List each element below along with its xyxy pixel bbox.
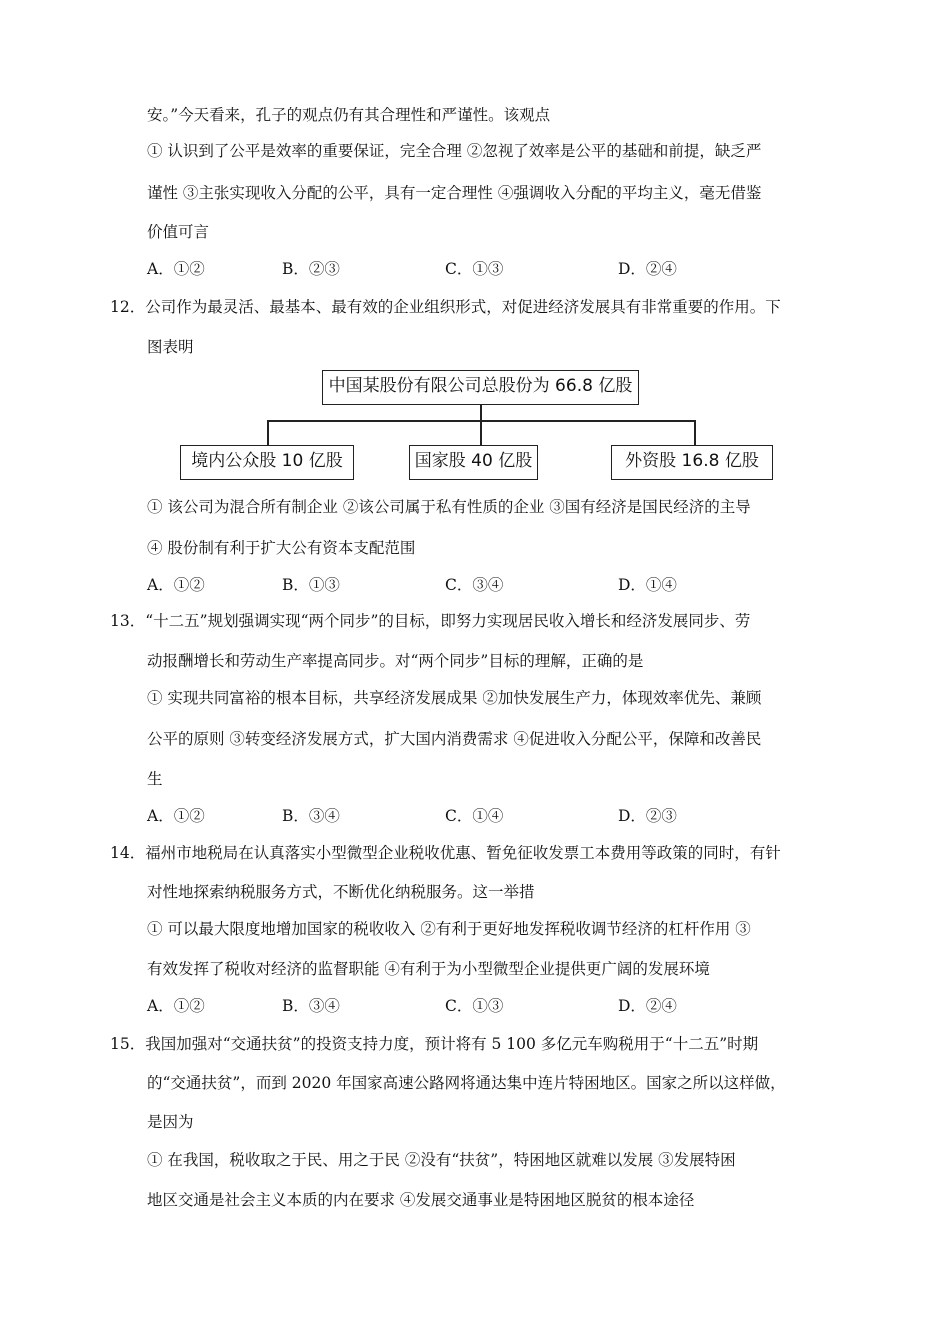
q15-stem: 是因为 (147, 1113, 194, 1131)
diagram-domestic-public-shares-box: 境内公众股 10 亿股 (180, 445, 354, 480)
q13-statement: 生 (147, 770, 163, 788)
q14-option-d: D．②④ (618, 997, 677, 1015)
q13-option-d: D．②③ (618, 807, 677, 825)
q13-option-c: C．①④ (445, 807, 504, 825)
q12-option-d: D．①④ (618, 576, 677, 594)
q15-stem: 15．我国加强对“交通扶贫”的投资支持力度，预计将有 5 100 多亿元车购税用于“十二五”时期 (110, 1035, 759, 1053)
q14-stem: 14．福州市地税局在认真落实小型微型企业税收优惠、暂免征收发票工本费用等政策的同时，有针 (110, 844, 781, 862)
diagram-connector (694, 420, 696, 445)
q13-stem: 13．“十二五”规划强调实现“两个同步”的目标，即努力实现居民收入增长和经济发展同步、劳 (110, 612, 751, 630)
q15-statement: 地区交通是社会主义本质的内在要求 ④发展交通事业是特困地区脱贫的根本途径 (147, 1191, 695, 1209)
q12-statement: ④ 股份制有利于扩大公有资本支配范围 (147, 539, 416, 557)
q11-stem: 安。”今天看来，孔子的观点仍有其合理性和严谨性。该观点 (147, 106, 551, 124)
q11-option-a: A．①② (147, 260, 205, 278)
q15-statement: ① 在我国，税收取之于民、用之于民 ②没有“扶贫”，特困地区就难以发展 ③发展特困 (147, 1151, 736, 1169)
q13-statement: 公平的原则 ③转变经济发展方式，扩大国内消费需求 ④促进收入分配公平，保障和改善民 (147, 730, 762, 748)
q13-statement: ① 实现共同富裕的根本目标，共享经济发展成果 ②加快发展生产力，体现效率优先、兼顾 (147, 689, 762, 707)
q13-option-a: A．①② (147, 807, 205, 825)
q12-stem: 12．公司作为最灵活、最基本、最有效的企业组织形式，对促进经济发展具有非常重要的作用。下 (110, 298, 781, 316)
q12-option-b: B．①③ (282, 576, 340, 594)
q12-statement: ① 该公司为混合所有制企业 ②该公司属于私有性质的企业 ③国有经济是国民经济的主导 (147, 498, 751, 516)
q14-option-b: B．③④ (282, 997, 340, 1015)
q11-option-c: C．①③ (445, 260, 504, 278)
q11-option-d: D．②④ (618, 260, 677, 278)
diagram-state-shares-box: 国家股 40 亿股 (409, 445, 538, 480)
q14-option-a: A．①② (147, 997, 205, 1015)
q11-statement: 价值可言 (147, 223, 210, 241)
q11-statement: 谨性 ③主张实现收入分配的公平，具有一定合理性 ④强调收入分配的平均主义，毫无借鉴 (147, 184, 762, 202)
diagram-connector (267, 420, 269, 445)
q14-option-c: C．①③ (445, 997, 504, 1015)
q14-statement: 有效发挥了税收对经济的监督职能 ④有利于为小型微型企业提供更广阔的发展环境 (147, 960, 710, 978)
q12-stem: 图表明 (147, 338, 194, 356)
q11-statement: ① 认识到了公平是效率的重要保证，完全合理 ②忽视了效率是公平的基础和前提，缺乏严 (147, 142, 762, 160)
q13-stem: 动报酬增长和劳动生产率提高同步。对“两个同步”目标的理解，正确的是 (147, 652, 644, 670)
diagram-connector (267, 420, 695, 422)
q12-option-a: A．①② (147, 576, 205, 594)
q15-stem: 的“交通扶贫”，而到 2020 年国家高速公路网将通达集中连片特困地区。国家之所以这样做， (147, 1074, 786, 1092)
q14-statement: ① 可以最大限度地增加国家的税收收入 ②有利于更好地发挥税收调节经济的杠杆作用 ③ (147, 920, 751, 938)
diagram-connector (480, 405, 482, 445)
q14-stem: 对性地探索纳税服务方式，不断优化纳税服务。这一举措 (147, 883, 535, 901)
q11-option-b: B．②③ (282, 260, 340, 278)
diagram-total-shares-box: 中国某股份有限公司总股份为 66.8 亿股 (322, 370, 639, 405)
diagram-foreign-shares-box: 外资股 16.8 亿股 (611, 445, 773, 480)
q12-option-c: C．③④ (445, 576, 504, 594)
q13-option-b: B．③④ (282, 807, 340, 825)
